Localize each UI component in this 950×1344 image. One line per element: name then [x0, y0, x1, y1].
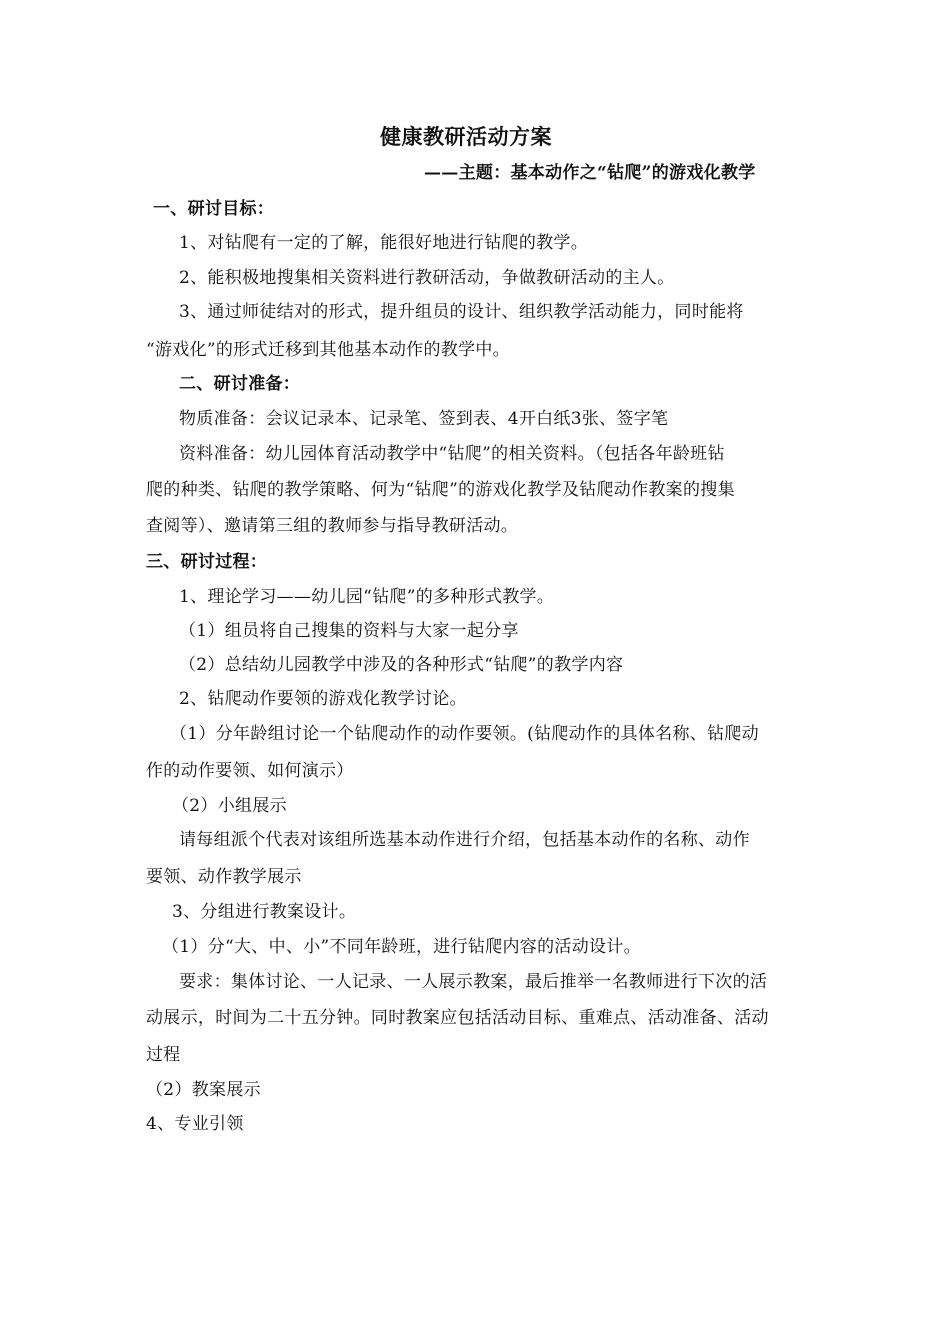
section-heading-process: 三、研讨过程：: [146, 552, 268, 572]
process-step-3-sub-1: （1）分“大、中、小”不同年龄班，进行钻爬内容的活动设计。: [162, 937, 641, 957]
section-heading-preparation: 二、研讨准备：: [179, 374, 301, 394]
page-title: 健康教研活动方案: [380, 124, 552, 149]
goal-item-3-cont: “游戏化”的形式迁移到其他基本动作的教学中。: [146, 340, 510, 360]
process-step-2-sub-2: （2）小组展示: [172, 796, 287, 816]
process-step-3-requirement-cont-2: 过程: [146, 1045, 181, 1065]
section-heading-goals: 一、研讨目标：: [153, 199, 275, 219]
process-step-2: 2、钻爬动作要领的游戏化教学讨论。: [179, 689, 467, 709]
prep-material: 物质准备：会议记录本、记录笔、签到表、4开白纸3张、签字笔: [179, 409, 669, 429]
process-step-2-detail: 请每组派个代表对该组所选基本动作进行介绍，包括基本动作的名称、动作: [179, 830, 750, 850]
goal-item-3: 3、通过师徒结对的形式，提升组员的设计、组织教学活动能力，同时能将: [179, 302, 744, 322]
process-step-2-sub-1: （1）分年龄组讨论一个钻爬动作的动作要领。(钻爬动作的具体名称、钻爬动: [170, 724, 759, 744]
process-step-2-sub-1-cont: 作的动作要领、如何演示）: [146, 761, 354, 781]
prep-resources-cont-2: 查阅等）、邀请第三组的教师参与指导教研活动。: [146, 516, 519, 536]
process-step-1-sub-1: （1）组员将自己搜集的资料与大家一起分享: [179, 621, 519, 641]
goal-item-2: 2、能积极地搜集相关资料进行教研活动，争做教研活动的主人。: [179, 268, 675, 288]
process-step-1-sub-2: （2）总结幼儿园教学中涉及的各种形式“钻爬”的教学内容: [179, 655, 624, 675]
goal-item-1: 1、对钻爬有一定的了解，能很好地进行钻爬的教学。: [179, 233, 589, 253]
process-step-1: 1、理论学习——幼儿园“钻爬”的多种形式教学。: [179, 587, 555, 607]
prep-resources-cont-1: 爬的种类、钻爬的教学策略、何为“钻爬”的游戏化教学及钻爬动作教案的搜集: [146, 480, 735, 500]
process-step-2-detail-cont: 要领、动作教学展示: [146, 867, 302, 887]
process-step-3-sub-2: （2）教案展示: [146, 1080, 261, 1100]
process-step-3-requirement-cont-1: 动展示，时间为二十五分钟。同时教案应包括活动目标、重难点、活动准备、活动: [146, 1008, 769, 1028]
prep-resources: 资料准备：幼儿园体育活动教学中“钻爬”的相关资料。（包括各年龄班钻: [179, 444, 725, 464]
page-subtitle: ——主题：基本动作之“钻爬”的游戏化教学: [424, 163, 756, 183]
process-step-3: 3、分组进行教案设计。: [172, 902, 357, 922]
process-step-3-requirement: 要求：集体讨论、一人记录、一人展示教案，最后推举一名教师进行下次的活: [179, 972, 768, 992]
process-step-4: 4、专业引领: [146, 1114, 244, 1134]
